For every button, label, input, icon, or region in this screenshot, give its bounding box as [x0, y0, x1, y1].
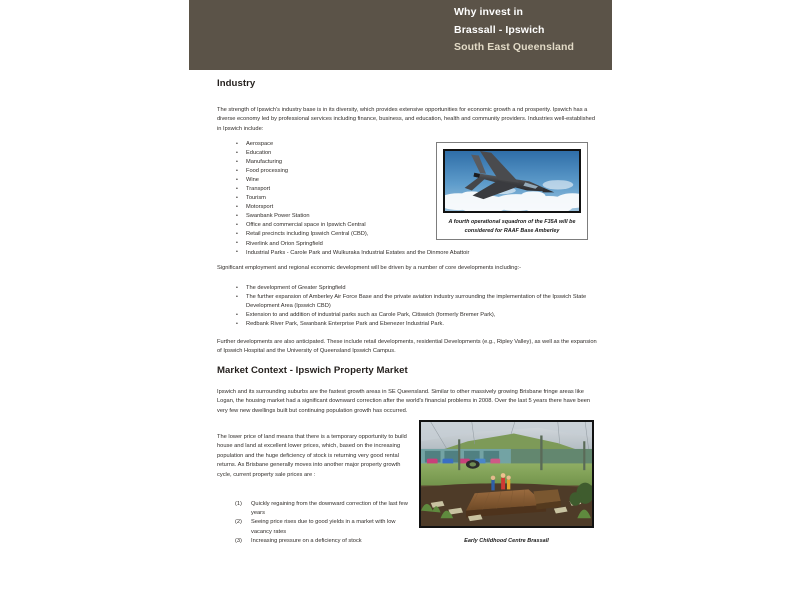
page-bottom-mask — [0, 551, 800, 600]
list-item: • Manufacturing — [235, 158, 605, 167]
jet-figure-caption: A fourth operational squadron of the F35A will be considered for RAAF Base Amberley — [448, 219, 576, 234]
list-item: • Industrial Parks - Carole Park and Wulkuraka Industrial Estates and the Dinmore Abattoir — [235, 249, 605, 258]
list-item: • The development of Greater Springfield — [235, 284, 598, 293]
list-item-text: Quickly regaining from the downward correction of the last few years — [251, 501, 408, 517]
list-item: • Riverlink and Orion Springfield — [235, 240, 605, 249]
header-title-block — [454, 4, 574, 57]
list-item: • Tourism — [235, 194, 605, 203]
list-item: • Aerospace — [235, 140, 605, 149]
list-item: • Food processing — [235, 167, 605, 176]
list-item-number: (3) — [235, 537, 242, 544]
playground-figure — [419, 420, 594, 546]
list-item: • Redbank River Park, Swanbank Enterprise Park and Ebenezer Industrial Park. — [235, 320, 598, 329]
list-item: • Swanbank Power Station — [235, 212, 605, 221]
further-developments-paragraph: Further developments are also anticipated. These include retail developments, residential Developments (e.g., Ripley Valley), as well as the expansion of Ipswich Hospital and the University of Queensland Ipswich Campus. — [217, 339, 597, 355]
header-line-2: Brassall - Ipswich — [454, 23, 545, 36]
property-price-list — [235, 500, 410, 546]
market-paragraph-2: The lower price of land means that there is a temporary opportunity to build house and land at excellent lower prices, which, based on the increasing population and the huge deficiency of stock is returning very good rental returns. As Brisbane generally moves into another major property growth cycle, current property sale prices are : — [217, 434, 407, 478]
header-line-1: Why invest in — [454, 6, 524, 18]
fighter-jet-photo — [443, 149, 581, 213]
document-header-banner — [189, 0, 612, 70]
list-item — [235, 500, 410, 518]
list-item — [235, 518, 410, 536]
industry-section-title: Industry — [217, 78, 256, 89]
industry-intro-paragraph: The strength of Ipswich's industry base is in its diversity, which provides extensive opportunities for economic growth a nd prosperity. Ipswich has a diverse economy led by professional services including finance, business, and education, health and community providers. Industries well-established in Ipswich include: — [217, 107, 596, 132]
document-body — [189, 70, 612, 550]
early-childhood-centre-playground-photo — [419, 420, 594, 528]
jet-figure-frame — [436, 142, 588, 240]
developments-intro-paragraph: Significant employment and regional economic development will be driven by a number of core developments including:- — [217, 265, 522, 271]
list-item: • Office and commercial space in Ipswich Central — [235, 221, 605, 230]
header-line-3: South East Queensland — [454, 41, 574, 53]
list-item: • Retail precincts including Ipswich Central (CBD), — [235, 230, 605, 239]
list-item-number: (1) — [235, 501, 242, 507]
developments-list — [235, 284, 598, 329]
list-item-text: Seeing price rises due to good yields in a market with low vacancy rates — [251, 519, 396, 535]
jet-figure — [436, 142, 588, 240]
list-item: • Motorsport — [235, 203, 605, 212]
list-item: • The further expansion of Amberley Air Force Base and the private aviation industry surrounding the implementation of the Ipswich State Development Area (Ipswich CBD) — [235, 293, 598, 311]
list-item: • Wine — [235, 176, 605, 185]
list-item: • Transport — [235, 185, 605, 194]
list-item-text: Increasing pressure on a deficiency of stock — [251, 537, 362, 544]
playground-figure-caption: Early Childhood Centre Brassall — [464, 538, 549, 544]
list-item — [235, 537, 410, 546]
market-paragraph-1: Ipswich and its surrounding suburbs are the fastest growth areas in SE Queensland. Similar to other massively growing Brisbane fringe areas like Logan, the housing market had a significant downward correction after the world's financial problems in 2008. Over the last 5 years there have been very few new dwellings built but continuing population growth has occurred. — [217, 389, 591, 414]
market-context-section-title: Market Context - Ipswich Property Market — [217, 365, 408, 376]
list-item: • Extension to and addition of industrial parks such as Carole Park, Citiswich (formerly Bremer Park), — [235, 311, 598, 320]
list-item: • Education — [235, 149, 605, 158]
list-item-number: (2) — [235, 519, 242, 526]
